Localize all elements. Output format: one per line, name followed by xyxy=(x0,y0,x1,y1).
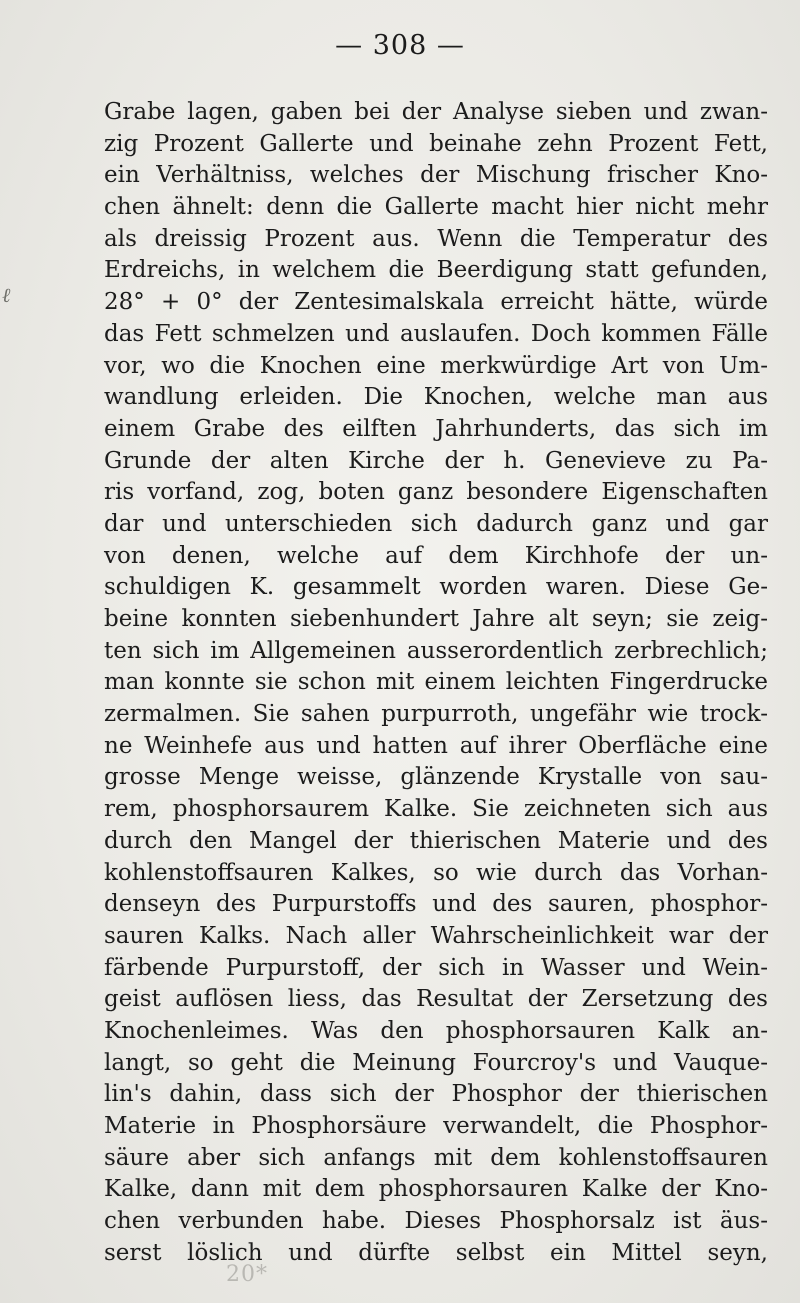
text-line: serst löslich und dürfte selbst ein Mittel seyn, xyxy=(104,1239,768,1266)
text-line: zig Prozent Gallerte und beinahe zehn Prozent Fett, xyxy=(104,130,768,157)
text-line: vor, wo die Knochen eine merkwürdige Art von Um- xyxy=(104,352,768,379)
text-line: zermalmen. Sie sahen purpurroth, ungefähr wie trock- xyxy=(104,701,768,728)
text-line: rem, phosphorsaurem Kalke. Sie zeichneten sich aus xyxy=(104,796,768,823)
text-line: ne Weinhefe aus und hatten auf ihrer Oberfläche eine xyxy=(104,732,768,759)
page-number: — 308 — xyxy=(335,30,465,61)
text-line: sauren Kalks. Nach aller Wahrscheinlichkeit war der xyxy=(104,922,768,949)
text-line: Grunde der alten Kirche der h. Genevieve zu Pa- xyxy=(104,447,768,474)
text-line: einem Grabe des eilften Jahrhunderts, das sich im xyxy=(104,415,768,442)
text-line: durch den Mangel der thierischen Materie und des xyxy=(104,827,768,854)
text-line: 28° + 0° der Zentesimalskala erreicht hätte, würde xyxy=(104,289,768,316)
text-line: lin's dahin, dass sich der Phosphor der thierischen xyxy=(104,1081,768,1108)
text-line: Erdreichs, in welchem die Beerdigung statt gefunden, xyxy=(104,257,768,284)
text-line: beine konnten siebenhundert Jahre alt seyn; sie zeig- xyxy=(104,606,768,632)
text-line: wandlung erleiden. Die Knochen, welche man aus xyxy=(104,384,768,411)
signature-mark: 20* xyxy=(226,1262,268,1287)
text-line: als dreissig Prozent aus. Wenn die Temperatur des xyxy=(104,225,768,252)
margin-annotation: ℓ xyxy=(2,283,11,307)
text-line: man konnte sie schon mit einem leichten Fingerdrucke xyxy=(104,669,768,696)
text-line: denseyn des Purpurstoffs und des sauren, phosphor- xyxy=(104,891,768,918)
text-line: Grabe lagen, gaben bei der Analyse sieben und zwan- xyxy=(104,99,768,125)
body-text xyxy=(104,97,768,1269)
text-line: von denen, welche auf dem Kirchhofe der un- xyxy=(104,542,768,569)
text-line: Knochenleimes. Was den phosphorsauren Kalk an- xyxy=(104,1017,768,1044)
text-line: grosse Menge weisse, glänzende Krystalle von sau- xyxy=(104,764,768,791)
text-line: Materie in Phosphorsäure verwandelt, die Phosphor- xyxy=(104,1113,768,1139)
text-line: schuldigen K. gesammelt worden waren. Diese Ge- xyxy=(104,574,768,601)
text-line: dar und unterschieden sich dadurch ganz und gar xyxy=(104,510,768,537)
text-line: ris vorfand, zog, boten ganz besondere Eigenschaften xyxy=(104,479,768,506)
text-line: das Fett schmelzen und auslaufen. Doch kommen Fälle xyxy=(104,320,768,347)
text-line: kohlenstoffsauren Kalkes, so wie durch das Vorhan- xyxy=(104,859,768,886)
text-line: chen ähnelt: denn die Gallerte macht hier nicht mehr xyxy=(104,194,768,221)
text-line: geist auflösen liess, das Resultat der Zersetzung des xyxy=(104,986,768,1013)
text-line: ein Verhältniss, welches der Mischung frischer Kno- xyxy=(104,162,768,189)
text-line: färbende Purpurstoff, der sich in Wasser und Wein- xyxy=(104,954,768,981)
text-line: Kalke, dann mit dem phosphorsauren Kalke der Kno- xyxy=(104,1176,768,1203)
text-line: langt, so geht die Meinung Fourcroy's und Vauque- xyxy=(104,1049,768,1076)
text-line: chen verbunden habe. Dieses Phosphorsalz ist äus- xyxy=(104,1208,768,1235)
text-line: säure aber sich anfangs mit dem kohlenstoffsauren xyxy=(104,1144,768,1171)
text-line: ten sich im Allgemeinen ausserordentlich zerbrechlich; xyxy=(104,637,768,664)
